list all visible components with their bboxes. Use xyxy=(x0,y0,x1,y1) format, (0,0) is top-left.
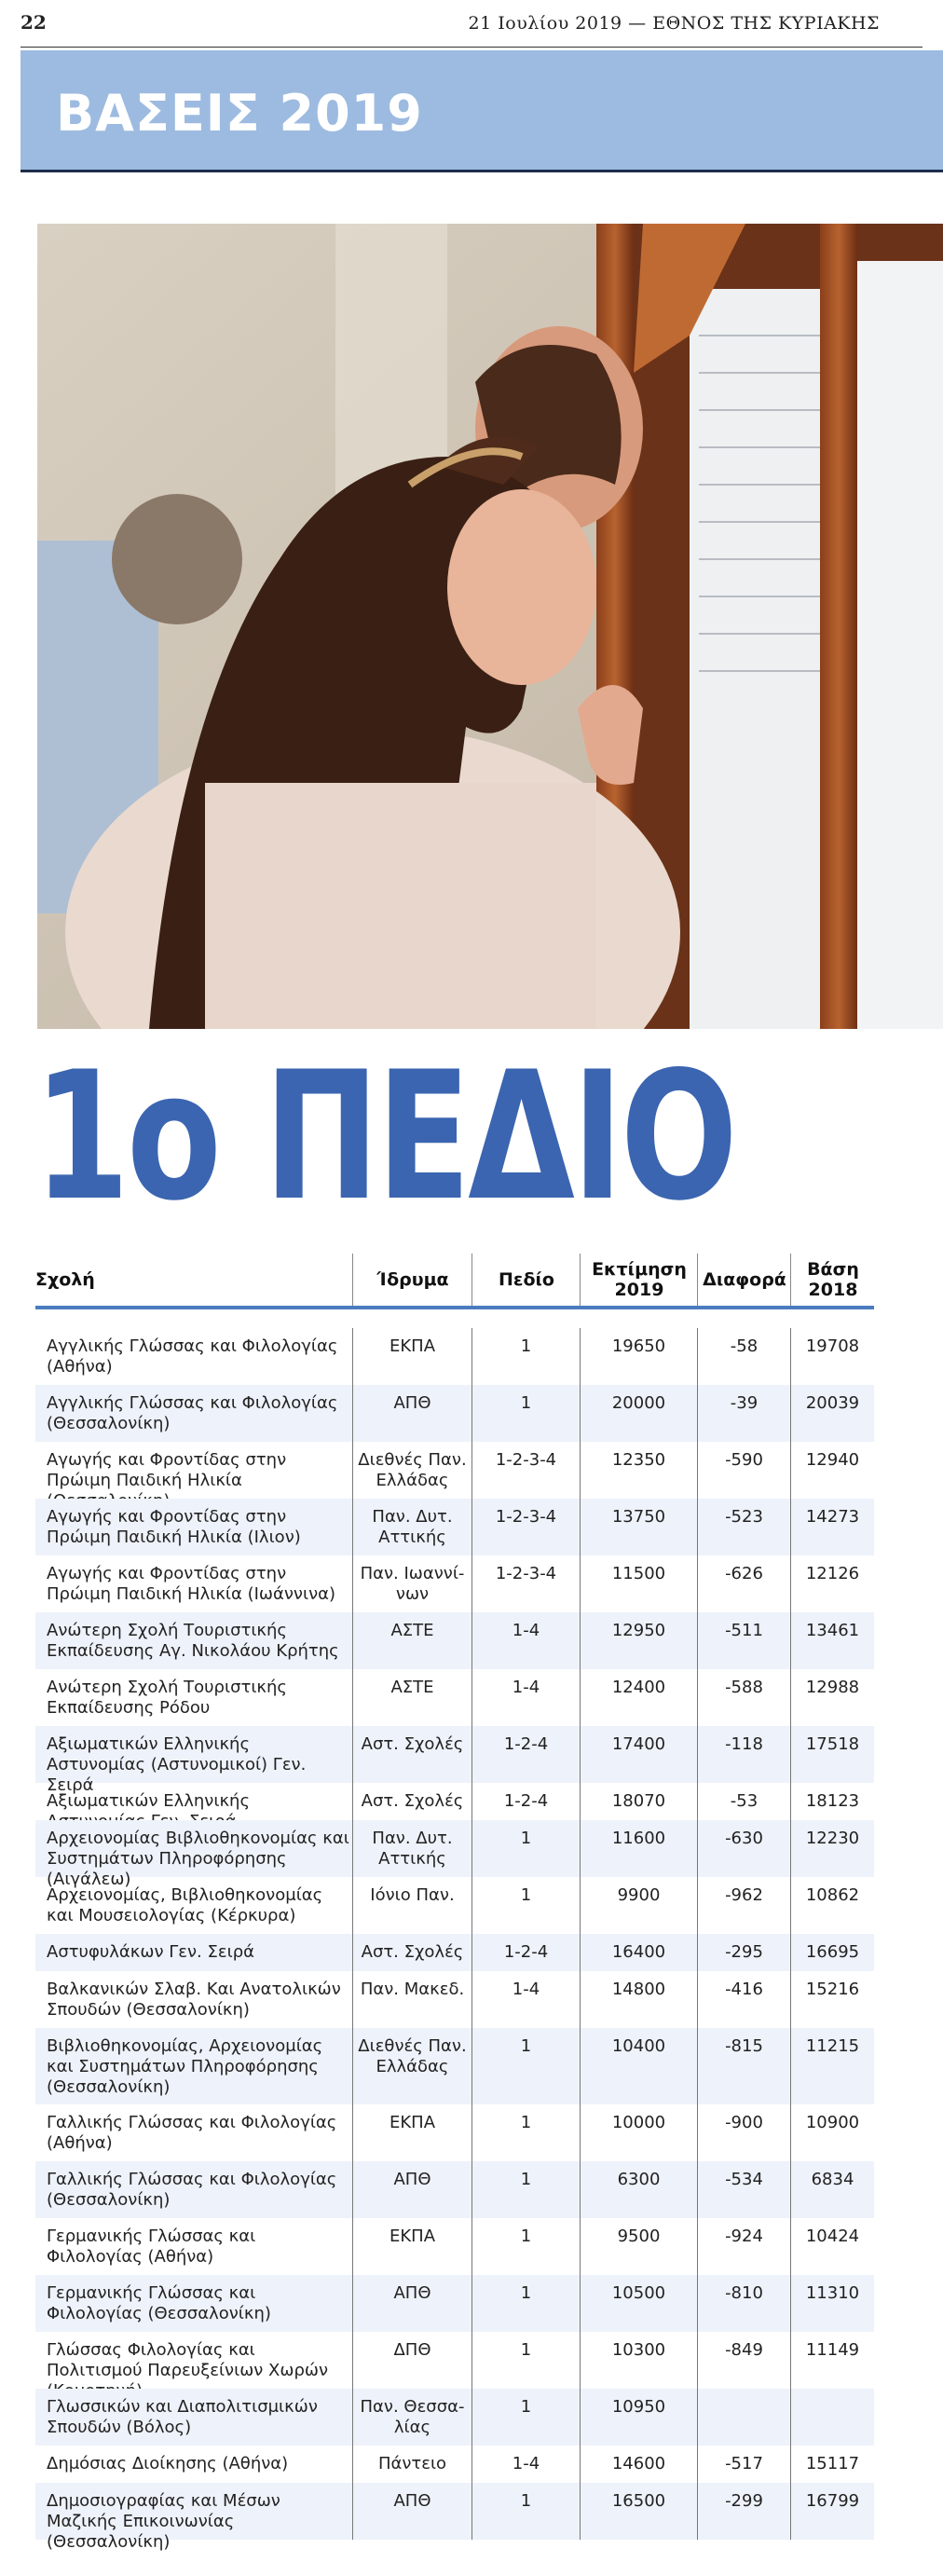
cell-diff: -39 xyxy=(697,1385,790,1442)
cell-estimate: 12400 xyxy=(580,1669,697,1726)
cell-base: 17518 xyxy=(790,1726,874,1783)
table-header xyxy=(35,1254,874,1309)
cell-institution: ΑΣΤΕ xyxy=(352,1612,472,1669)
cell-institution: Αστ. Σχολές xyxy=(352,1726,472,1783)
header-diff: Διαφορά xyxy=(697,1254,791,1306)
cell-estimate: 9500 xyxy=(580,2218,697,2275)
cell-base: 14273 xyxy=(790,1499,874,1555)
table-row xyxy=(35,2332,874,2389)
cell-field: 1-4 xyxy=(472,2446,580,2483)
cell-field: 1 xyxy=(472,2104,580,2161)
cell-base: 16799 xyxy=(790,2483,874,2540)
cell-field: 1-2-3-4 xyxy=(472,1555,580,1612)
cell-institution: ΔΠΘ xyxy=(352,2332,472,2389)
dateline: 21 Ιουλίου 2019 — ΕΘΝΟΣ ΤΗΣ ΚΥΡΙΑΚΗΣ xyxy=(468,13,880,34)
cell-estimate: 10400 xyxy=(580,2028,697,2104)
cell-estimate: 18070 xyxy=(580,1783,697,1820)
cell-institution: Αστ. Σχολές xyxy=(352,1934,472,1971)
header-base: Βάση 2018 xyxy=(790,1254,875,1306)
cell-base: 6834 xyxy=(790,2161,874,2218)
cell-school: Γαλλικής Γλώσσας και Φιλολογίας (Αθήνα) xyxy=(47,2113,337,2153)
cell-estimate: 12350 xyxy=(580,1442,697,1499)
cell-school: Αγωγής και Φροντίδας στην Πρώιμη Παιδική Ηλικία xyxy=(47,1450,287,1490)
cell-estimate: 6300 xyxy=(580,2161,697,2218)
cell-institution: ΑΠΘ xyxy=(352,2161,472,2218)
cell-school: Αγωγής και Φροντίδας στην Πρώιμη Παιδική Ηλικία (Ιλιον) xyxy=(47,1507,301,1547)
banner-title: ΒΑΣΕΙΣ 2019 xyxy=(56,84,423,143)
cell-field: 1-2-4 xyxy=(472,1726,580,1783)
table-row xyxy=(35,1934,874,1971)
cell-diff: -517 xyxy=(697,2446,790,2483)
cell-field: 1 xyxy=(472,2483,580,2540)
cell-institution: Διεθνές Παν. Ελλάδας xyxy=(352,1442,472,1499)
cell-school: Δημοσιογραφίας και Μέσων Μαζικής Επικοινωνίας (Θεσσαλονίκη) xyxy=(47,2491,280,2552)
table-row xyxy=(35,1385,874,1442)
cell-field: 1-2-4 xyxy=(472,1934,580,1971)
cell-base: 20039 xyxy=(790,1385,874,1442)
cell-estimate: 14600 xyxy=(580,2446,697,2483)
cell-institution: ΑΣΤΕ xyxy=(352,1669,472,1726)
cell-school: Αστυφυλάκων Γεν. Σειρά xyxy=(47,1942,254,1962)
cell-estimate: 17400 xyxy=(580,1726,697,1783)
cell-institution: Παν. Ιωαννί-νων xyxy=(352,1555,472,1612)
cell-diff: -416 xyxy=(697,1971,790,2028)
cell-field: 1-4 xyxy=(472,1669,580,1726)
cell-estimate: 11600 xyxy=(580,1820,697,1877)
cell-school: Γερμανικής Γλώσσας και Φιλολογίας (Αθήνα) xyxy=(47,2227,256,2267)
cell-institution: Παν. Δυτ. Αττικής xyxy=(352,1820,472,1877)
table-row xyxy=(35,2218,874,2275)
cell-base: 16695 xyxy=(790,1934,874,1971)
cell-institution: ΑΠΘ xyxy=(352,1385,472,1442)
cell-estimate: 10300 xyxy=(580,2332,697,2389)
table-row xyxy=(35,1555,874,1612)
table-row xyxy=(35,2446,874,2483)
cell-school: Βιβλιοθηκονομίας, Αρχειονομίας και Συστημάτων Πληροφόρησης (Θεσσαλονίκη) xyxy=(47,2036,323,2097)
cell-estimate: 10950 xyxy=(580,2389,697,2446)
cell-base: 12988 xyxy=(790,1669,874,1726)
cell-school: Αξιωματικών Ελληνικής xyxy=(47,1791,251,1811)
cell-diff: -299 xyxy=(697,2483,790,2540)
cell-diff: -849 xyxy=(697,2332,790,2389)
header-field: Πεδίο xyxy=(472,1254,581,1306)
cell-field: 1-4 xyxy=(472,1612,580,1669)
students-photo xyxy=(37,224,943,1029)
table-row xyxy=(35,1820,874,1889)
cell-base: 12940 xyxy=(790,1442,874,1499)
cell-field: 1 xyxy=(472,1820,580,1877)
cell-estimate: 12950 xyxy=(580,1612,697,1669)
cell-institution: Διεθνές Παν. Ελλάδας xyxy=(352,2028,472,2104)
header-school: Σχολή xyxy=(35,1269,95,1290)
cell-diff: -588 xyxy=(697,1669,790,1726)
cell-diff: -900 xyxy=(697,2104,790,2161)
cell-school: Αγγλικής Γλώσσας και Φιλολογίας (Θεσσαλονίκη) xyxy=(47,1393,338,1433)
cell-school: Γλωσσικών και Διαπολιτισμικών Σπουδών (Βόλος) xyxy=(47,2397,318,2437)
cell-base: 11149 xyxy=(790,2332,874,2389)
cell-field: 1 xyxy=(472,1877,580,1934)
table-row xyxy=(35,2483,874,2552)
cell-school: Αγωγής και Φροντίδας στην Πρώιμη Παιδική Ηλικία (Ιωάννινα) xyxy=(47,1564,336,1604)
cell-base: 11310 xyxy=(790,2275,874,2332)
cell-base: 12230 xyxy=(790,1820,874,1877)
cell-school: Ανώτερη Σχολή Τουριστικής Εκπαίδευσης Ρόδου xyxy=(47,1678,287,1718)
cell-school: Αρχειονομίας, Βιβλιοθηκονομίας και Μουσειολογίας (Κέρκυρα) xyxy=(47,1885,323,1925)
table-row xyxy=(35,2275,874,2332)
cell-school: Αρχειονομίας Βιβλιοθηκονομίας και Συστημάτων Πληροφόρησης (Αιγάλεω) xyxy=(47,1829,349,1889)
cell-diff: -626 xyxy=(697,1555,790,1612)
cell-school: Αξιωματικών Ελληνικής Αστυνομίας (Αστυνομικοί) Γεν. Σειρά xyxy=(47,1734,307,1795)
cell-field: 1-2-3-4 xyxy=(472,1499,580,1555)
table-row xyxy=(35,1669,874,1726)
cell-base: 10900 xyxy=(790,2104,874,2161)
cell-diff: -511 xyxy=(697,1612,790,1669)
cell-estimate: 10500 xyxy=(580,2275,697,2332)
cell-field: 1 xyxy=(472,2332,580,2389)
cell-institution: ΑΠΘ xyxy=(352,2483,472,2540)
cell-base: 10424 xyxy=(790,2218,874,2275)
cell-institution: Παν. Θεσσα-λίας xyxy=(352,2389,472,2446)
header-institution: Ίδρυμα xyxy=(352,1254,472,1306)
cell-base: 19708 xyxy=(790,1328,874,1385)
cell-base: 10862 xyxy=(790,1877,874,1934)
cell-estimate: 10000 xyxy=(580,2104,697,2161)
section-banner xyxy=(20,50,943,172)
table-row xyxy=(35,2161,874,2218)
cell-base: 15216 xyxy=(790,1971,874,2028)
cell-diff: -118 xyxy=(697,1726,790,1783)
table-row xyxy=(35,1877,874,1934)
table-body xyxy=(35,1328,874,2552)
page-number: 22 xyxy=(20,11,47,34)
cell-school: Δημόσιας Διοίκησης (Αθήνα) xyxy=(47,2454,289,2473)
cell-diff: -815 xyxy=(697,2028,790,2104)
cell-institution: ΑΠΘ xyxy=(352,2275,472,2332)
cell-estimate: 16500 xyxy=(580,2483,697,2540)
table-row xyxy=(35,2104,874,2161)
cell-base: 13461 xyxy=(790,1612,874,1669)
cell-estimate: 13750 xyxy=(580,1499,697,1555)
cell-estimate: 19650 xyxy=(580,1328,697,1385)
table-row xyxy=(35,1971,874,2028)
cell-base: 15117 xyxy=(790,2446,874,2483)
cell-school: Αγγλικής Γλώσσας και Φιλολογίας (Αθήνα) xyxy=(47,1336,338,1377)
cell-institution: Παν. Δυτ. Αττικής xyxy=(352,1499,472,1555)
cell-diff: -630 xyxy=(697,1820,790,1877)
cell-school: Γλώσσας Φιλολογίας και Πολιτισμού Παρευξείνιων Χωρών xyxy=(47,2340,329,2380)
header-estimate: Εκτίμηση 2019 xyxy=(580,1254,698,1306)
cell-institution: Ιόνιο Παν. xyxy=(352,1877,472,1934)
table-row xyxy=(35,1499,874,1555)
cell-base: 18123 xyxy=(790,1783,874,1820)
cell-field: 1-2-4 xyxy=(472,1783,580,1820)
table-row xyxy=(35,1612,874,1669)
cell-field: 1 xyxy=(472,2275,580,2332)
cell-field: 1-2-3-4 xyxy=(472,1442,580,1499)
cell-institution: Παν. Μακεδ. xyxy=(352,1971,472,2028)
cell-base: 12126 xyxy=(790,1555,874,1612)
cell-estimate: 16400 xyxy=(580,1934,697,1971)
cell-diff: -295 xyxy=(697,1934,790,1971)
table-row xyxy=(35,1783,874,1820)
header-rule xyxy=(20,47,922,48)
cell-diff: -534 xyxy=(697,2161,790,2218)
cell-diff: -810 xyxy=(697,2275,790,2332)
cell-school: Γαλλικής Γλώσσας και Φιλολογίας (Θεσσαλονίκη) xyxy=(47,2170,337,2210)
table-row xyxy=(35,2389,874,2446)
cell-field: 1 xyxy=(472,2389,580,2446)
cell-school: Ανώτερη Σχολή Τουριστικής Εκπαίδευσης Αγ. Νικολάου Κρήτης xyxy=(47,1621,339,1661)
cell-field: 1 xyxy=(472,1385,580,1442)
table-row xyxy=(35,2028,874,2104)
table-row xyxy=(35,1726,874,1795)
cell-estimate: 9900 xyxy=(580,1877,697,1934)
cell-diff: -523 xyxy=(697,1499,790,1555)
cell-estimate: 20000 xyxy=(580,1385,697,1442)
cell-field: 1 xyxy=(472,2028,580,2104)
cell-field: 1 xyxy=(472,2218,580,2275)
cell-field: 1-4 xyxy=(472,1971,580,2028)
cell-estimate: 14800 xyxy=(580,1971,697,2028)
cell-institution: ΕΚΠΑ xyxy=(352,2104,472,2161)
cell-diff: -962 xyxy=(697,1877,790,1934)
cell-institution: Πάντειο xyxy=(352,2446,472,2483)
cell-estimate: 11500 xyxy=(580,1555,697,1612)
cell-school: Βαλκανικών Σλαβ. Και Ανατολικών Σπουδών (Θεσσαλονίκη) xyxy=(47,1980,341,2020)
cell-diff: -58 xyxy=(697,1328,790,1385)
cell-diff: -924 xyxy=(697,2218,790,2275)
photo-illustration xyxy=(37,224,943,1029)
cell-institution: Αστ. Σχολές xyxy=(352,1783,472,1820)
table-row xyxy=(35,1328,874,1385)
cell-field: 1 xyxy=(472,1328,580,1385)
cell-school: Γερμανικής Γλώσσας και Φιλολογίας (Θεσσαλονίκη) xyxy=(47,2283,271,2323)
cell-diff xyxy=(697,2389,790,2446)
cell-field: 1 xyxy=(472,2161,580,2218)
admission-bases-table xyxy=(35,1254,874,2552)
cell-base: 11215 xyxy=(790,2028,874,2104)
cell-institution: ΕΚΠΑ xyxy=(352,1328,472,1385)
cell-institution: ΕΚΠΑ xyxy=(352,2218,472,2275)
cell-diff: -53 xyxy=(697,1783,790,1820)
section-title: 1ο ΠΕΔΙΟ xyxy=(34,1034,735,1240)
cell-base xyxy=(790,2389,874,2446)
table-row xyxy=(35,1442,874,1499)
cell-diff: -590 xyxy=(697,1442,790,1499)
